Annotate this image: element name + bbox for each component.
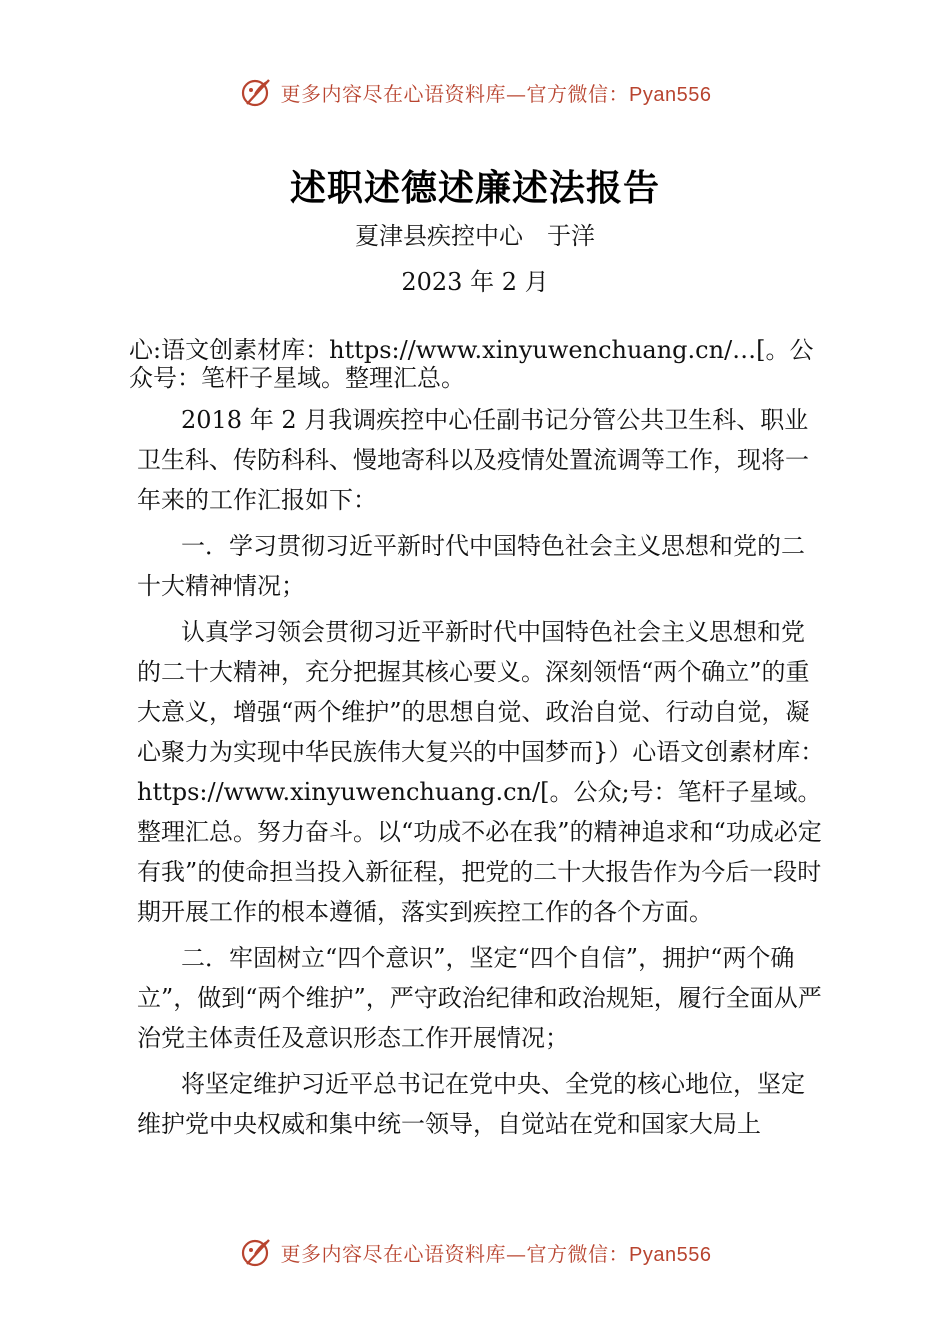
paragraph-section-1: 认真学习领会贯彻习近平新时代中国特色社会主义思想和党的二十大精神，充分把握其核心要义。深刻领悟“两个确立”的重大意义，增强“两个维护”的思想自觉、政治自觉、行动自觉，凝心聚力为实现中华民族伟大复兴的中国梦而}）心语文创素材库：https://www.xinyuwenchuang.cn/[。公众;号：笔杆子星域。整理汇总。努力奋斗。以“功成不必在我”的精神追求和“功成必定有我”的使命担当投入新征程，把党的二十大报告作为今后一段时期开展工作的根本遵循，落实到疾控工作的各个方面。 — [137, 618, 825, 926]
watermark-banner-bottom — [0, 1230, 950, 1274]
paragraph-source-note: 心:语文创素材库：https://www.xinyuwenchuang.cn/…[。公众号：笔杆子星域。整理汇总。 — [129, 336, 814, 392]
paragraph-intro: 2018 年 2 月我调疾控中心任副书记分管公共卫生科、职业卫生科、传防科科、慢地寄科以及疫情处置流调等工作，现将一年来的工作汇报如下： — [137, 406, 809, 514]
document-title: 述职述德述廉述法报告 — [289, 167, 660, 209]
watermark-account: Pyan556 — [629, 83, 712, 106]
paragraph-section-2: 将坚定维护习近平总书记在党中央、全党的核心地位，坚定维护党中央权威和集中统一领导，自觉站在党和国家大局上 — [137, 1070, 805, 1138]
watermark-text: 更多内容尽在心语资料库—官方微信：Pyan556 — [280, 81, 712, 106]
quill-logo-icon — [239, 1234, 275, 1270]
watermark-account: Pyan556 — [629, 1243, 712, 1266]
document-byline: 夏津县疾控中心 于洋 — [355, 222, 595, 250]
document-body — [129, 336, 827, 1146]
section-heading-1: 一．学习贯彻习近平新时代中国特色社会主义思想和党的二十大精神情况； — [137, 532, 805, 600]
watermark-text: 更多内容尽在心语资料库—官方微信：Pyan556 — [280, 1241, 712, 1266]
watermark-banner-top — [0, 70, 950, 114]
section-heading-2: 二．牢固树立“四个意识”，坚定“四个自信”，拥护“两个确立”，做到“两个维护”，严守政治纪律和政治规矩，履行全面从严治党主体责任及意识形态工作开展情况； — [137, 944, 822, 1052]
quill-logo-icon — [239, 74, 275, 110]
document-date: 2023 年 2 月 — [401, 268, 549, 296]
